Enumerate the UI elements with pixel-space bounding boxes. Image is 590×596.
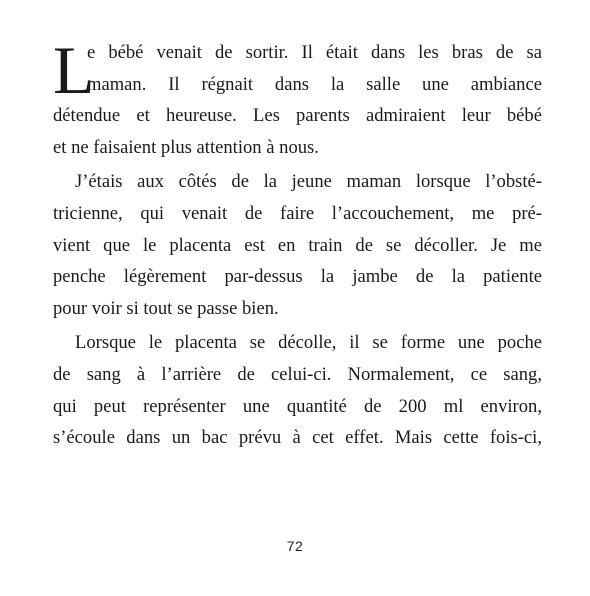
paragraph-3	[53, 327, 542, 453]
text-line: penche légèrement par-dessus la jambe de la patiente	[53, 266, 542, 288]
paragraph-1	[53, 32, 542, 163]
text-line: vient que le placenta est en train de se décoller. Je me	[53, 234, 542, 256]
text-line: maman. Il régnait dans la salle une ambiance	[87, 73, 542, 95]
text-line: de sang à l’arrière de celui-ci. Normalement, ce sang,	[53, 363, 542, 385]
text-line: tricienne, qui venait de faire l’accouchement, me pré-	[53, 202, 542, 224]
text-line: J’étais aux côtés de la jeune maman lorsque l’obsté-	[75, 171, 542, 193]
text-line: Lorsque le placenta se décolle, il se forme une poche	[75, 332, 542, 354]
page-number: 72	[286, 538, 304, 554]
text-line: pour voir si tout se passe bien.	[53, 297, 279, 319]
text-line: et ne faisaient plus attention à nous.	[53, 136, 319, 158]
text-line: e bébé venait de sortir. Il était dans les bras de sa	[87, 42, 542, 63]
text-line: qui peut représenter une quantité de 200 ml environ,	[53, 395, 542, 417]
drop-cap-letter: L	[53, 32, 95, 108]
body-text	[53, 32, 542, 454]
paragraph-2	[53, 166, 542, 324]
text-line: s’écoule dans un bac prévu à cet effet. Mais cette fois-ci,	[53, 427, 542, 449]
text-line: détendue et heureuse. Les parents admiraient leur bébé	[53, 105, 542, 127]
